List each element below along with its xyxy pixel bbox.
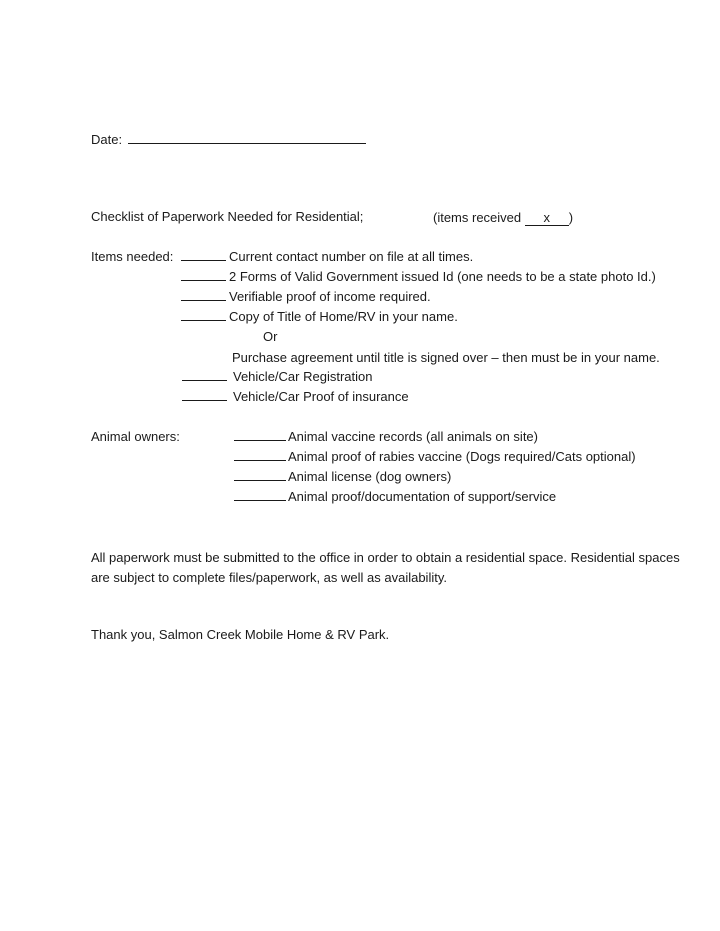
item-text: 2 Forms of Valid Government issued Id (one needs to be a state photo Id.) <box>229 269 656 284</box>
checklist-item <box>181 269 656 284</box>
items-received-mark: x <box>525 210 569 226</box>
closing-text: Thank you, Salmon Creek Mobile Home & RV Park. <box>91 627 390 642</box>
check-blank[interactable] <box>182 389 227 401</box>
item-text: Animal license (dog owners) <box>288 469 452 484</box>
check-blank[interactable] <box>181 249 226 261</box>
checklist-item <box>181 249 473 264</box>
or-label: Or <box>263 329 278 344</box>
purchase-agreement-text: Purchase agreement until title is signed over – then must be in your name. <box>232 350 660 365</box>
date-label: Date: <box>91 132 123 147</box>
check-blank[interactable] <box>181 269 226 281</box>
item-text: Vehicle/Car Proof of insurance <box>233 389 409 404</box>
items-received <box>433 210 573 226</box>
checklist-item <box>182 369 372 384</box>
item-text: Copy of Title of Home/RV in your name. <box>229 309 458 324</box>
checklist-item <box>181 289 431 304</box>
check-blank[interactable] <box>181 289 226 301</box>
animal-owners-label: Animal owners: <box>91 429 180 444</box>
items-received-label: (items received <box>433 210 522 225</box>
check-blank[interactable] <box>181 309 226 321</box>
notice-line-1: All paperwork must be submitted to the office in order to obtain a residential space. Residential spaces <box>91 550 680 565</box>
item-text: Vehicle/Car Registration <box>233 369 373 384</box>
animal-item <box>234 429 538 444</box>
check-blank[interactable] <box>182 369 227 381</box>
item-text: Verifiable proof of income required. <box>229 289 431 304</box>
checklist-item <box>181 309 458 324</box>
check-blank[interactable] <box>234 489 286 501</box>
items-received-close: ) <box>568 210 574 225</box>
date-field <box>91 131 366 147</box>
animal-item <box>234 469 451 484</box>
item-text: Animal proof of rabies vaccine (Dogs required/Cats optional) <box>288 449 636 464</box>
checklist-title: Checklist of Paperwork Needed for Residential; <box>91 209 364 224</box>
notice-line-2: are subject to complete files/paperwork, as well as availability. <box>91 570 447 585</box>
check-blank[interactable] <box>234 469 286 481</box>
animal-item <box>234 449 636 464</box>
checklist-item <box>182 389 409 404</box>
item-text: Animal vaccine records (all animals on site) <box>288 429 538 444</box>
check-blank[interactable] <box>234 429 286 441</box>
check-blank[interactable] <box>234 449 286 461</box>
item-text: Animal proof/documentation of support/service <box>288 489 557 504</box>
items-needed-label: Items needed: <box>91 249 174 264</box>
item-text: Current contact number on file at all times. <box>229 249 474 264</box>
animal-item <box>234 489 556 504</box>
date-blank[interactable] <box>128 131 366 144</box>
